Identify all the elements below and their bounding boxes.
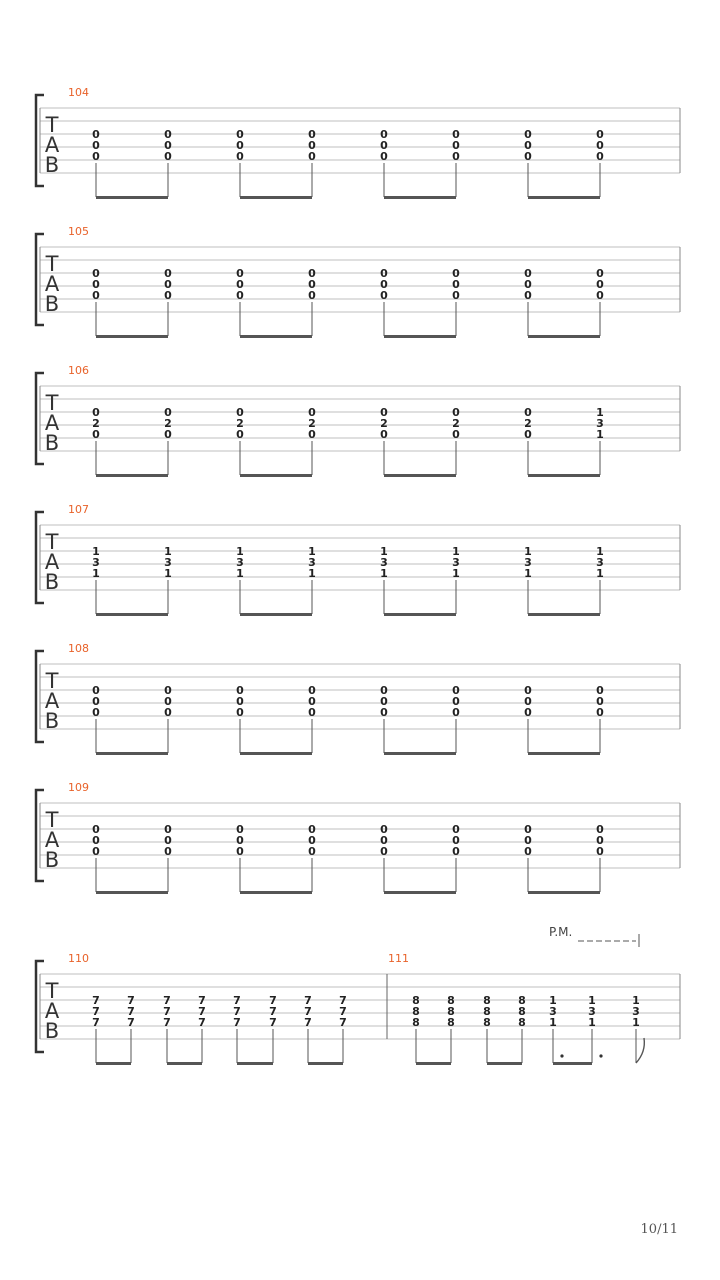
fret-number: 0 [380, 406, 388, 419]
fret-number: 0 [452, 267, 460, 280]
fret-number: 0 [308, 267, 316, 280]
fret-number: 2 [308, 417, 316, 430]
fret-number: 3 [380, 556, 388, 569]
beam [528, 613, 600, 616]
fret-number: 8 [483, 1016, 491, 1029]
fret-number: 7 [339, 1016, 347, 1029]
fret-number: 0 [308, 834, 316, 847]
fret-number: 0 [524, 128, 532, 141]
fret-number: 1 [164, 545, 172, 558]
tab-clef-letter: A [44, 828, 60, 852]
fret-number: 7 [339, 994, 347, 1007]
fret-number: 7 [269, 1005, 277, 1018]
fret-number: 7 [127, 1005, 135, 1018]
fret-number: 8 [483, 994, 491, 1007]
fret-number: 1 [632, 994, 640, 1007]
fret-number: 0 [308, 684, 316, 697]
fret-number: 0 [236, 428, 244, 441]
fret-number: 0 [452, 128, 460, 141]
fret-number: 1 [380, 545, 388, 558]
beam [240, 474, 312, 477]
fret-number: 0 [380, 706, 388, 719]
fret-number: 8 [412, 1005, 420, 1018]
fret-number: 0 [308, 406, 316, 419]
fret-number: 0 [452, 278, 460, 291]
fret-number: 1 [632, 1016, 640, 1029]
tab-clef-letter: B [44, 848, 60, 872]
fret-number: 0 [380, 823, 388, 836]
fret-number: 3 [632, 1005, 640, 1018]
fret-number: 7 [233, 994, 241, 1007]
fret-number: 0 [236, 406, 244, 419]
beam [384, 196, 456, 199]
fret-number: 0 [164, 695, 172, 708]
fret-number: 7 [304, 1005, 312, 1018]
measure-number: 111 [388, 952, 409, 965]
fret-number: 0 [164, 706, 172, 719]
beam [96, 1062, 131, 1065]
beam [528, 752, 600, 755]
fret-number: 8 [483, 1005, 491, 1018]
fret-number: 0 [596, 150, 604, 163]
fret-number: 0 [596, 289, 604, 302]
fret-number: 3 [308, 556, 316, 569]
beam [96, 752, 168, 755]
fret-number: 0 [236, 834, 244, 847]
beam [528, 891, 600, 894]
fret-number: 1 [524, 545, 532, 558]
dot [599, 1054, 602, 1057]
fret-number: 0 [524, 823, 532, 836]
fret-number: 0 [164, 823, 172, 836]
fret-number: 0 [236, 267, 244, 280]
fret-number: 0 [452, 289, 460, 302]
fret-number: 0 [236, 684, 244, 697]
fret-number: 3 [596, 556, 604, 569]
fret-number: 0 [92, 278, 100, 291]
tab-system [36, 225, 680, 338]
tab-system [36, 642, 680, 755]
fret-number: 0 [380, 834, 388, 847]
fret-number: 1 [164, 567, 172, 580]
tab-clef-letter: B [44, 153, 60, 177]
fret-number: 0 [524, 267, 532, 280]
fret-number: 0 [596, 834, 604, 847]
tab-clef-letter: A [44, 550, 60, 574]
fret-number: 0 [308, 150, 316, 163]
palm-mute-label: P.M. [549, 925, 573, 939]
fret-number: 0 [308, 695, 316, 708]
fret-number: 0 [524, 428, 532, 441]
tab-clef-letter: B [44, 570, 60, 594]
fret-number: 8 [518, 994, 526, 1007]
fret-number: 7 [92, 1016, 100, 1029]
fret-number: 0 [308, 278, 316, 291]
tab-clef-letter: T [45, 808, 59, 832]
fret-number: 0 [524, 150, 532, 163]
beam [240, 891, 312, 894]
fret-number: 0 [236, 278, 244, 291]
beam [96, 335, 168, 338]
fret-number: 0 [452, 695, 460, 708]
fret-number: 0 [596, 684, 604, 697]
beam [528, 335, 600, 338]
tab-clef-letter: T [45, 252, 59, 276]
fret-number: 0 [308, 845, 316, 858]
fret-number: 3 [524, 556, 532, 569]
beam [96, 891, 168, 894]
fret-number: 8 [518, 1016, 526, 1029]
measure-number: 106 [68, 364, 89, 377]
fret-number: 3 [236, 556, 244, 569]
fret-number: 0 [524, 289, 532, 302]
fret-number: 1 [92, 567, 100, 580]
fret-number: 0 [596, 695, 604, 708]
fret-number: 7 [233, 1016, 241, 1029]
fret-number: 0 [164, 428, 172, 441]
beam [240, 196, 312, 199]
fret-number: 0 [236, 150, 244, 163]
fret-number: 0 [92, 695, 100, 708]
tab-system [36, 925, 680, 1065]
fret-number: 2 [380, 417, 388, 430]
tab-clef-letter: A [44, 272, 60, 296]
tab-system [36, 503, 680, 616]
fret-number: 7 [304, 1016, 312, 1029]
tab-clef-letter: T [45, 669, 59, 693]
fret-number: 0 [452, 845, 460, 858]
fret-number: 1 [588, 1016, 596, 1029]
fret-number: 0 [596, 267, 604, 280]
fret-number: 0 [92, 834, 100, 847]
beam [384, 335, 456, 338]
beam [96, 474, 168, 477]
fret-number: 0 [164, 834, 172, 847]
fret-number: 7 [127, 1016, 135, 1029]
fret-number: 8 [447, 1005, 455, 1018]
measure-number: 108 [68, 642, 89, 655]
fret-number: 0 [452, 150, 460, 163]
beam [384, 474, 456, 477]
fret-number: 0 [596, 128, 604, 141]
fret-number: 8 [447, 994, 455, 1007]
fret-number: 0 [164, 267, 172, 280]
fret-number: 7 [127, 994, 135, 1007]
fret-number: 0 [380, 845, 388, 858]
fret-number: 0 [92, 289, 100, 302]
fret-number: 3 [588, 1005, 596, 1018]
fret-number: 1 [596, 545, 604, 558]
fret-number: 7 [269, 994, 277, 1007]
fret-number: 0 [524, 695, 532, 708]
fret-number: 7 [163, 994, 171, 1007]
beam [96, 613, 168, 616]
fret-number: 0 [452, 706, 460, 719]
fret-number: 0 [236, 695, 244, 708]
fret-number: 0 [308, 706, 316, 719]
fret-number: 1 [549, 1016, 557, 1029]
fret-number: 7 [198, 1016, 206, 1029]
fret-number: 1 [452, 545, 460, 558]
fret-number: 3 [452, 556, 460, 569]
fret-number: 0 [524, 139, 532, 152]
beam [416, 1062, 451, 1065]
fret-number: 0 [92, 150, 100, 163]
beam [240, 613, 312, 616]
fret-number: 8 [447, 1016, 455, 1029]
beam [308, 1062, 343, 1065]
fret-number: 0 [596, 845, 604, 858]
fret-number: 2 [164, 417, 172, 430]
measure-number: 104 [68, 86, 89, 99]
fret-number: 1 [236, 545, 244, 558]
fret-number: 1 [308, 567, 316, 580]
beam [384, 613, 456, 616]
fret-number: 1 [588, 994, 596, 1007]
tab-clef-letter: A [44, 999, 60, 1023]
fret-number: 0 [380, 128, 388, 141]
tab-clef-letter: T [45, 113, 59, 137]
fret-number: 0 [380, 267, 388, 280]
beam [240, 752, 312, 755]
fret-number: 0 [92, 406, 100, 419]
fret-number: 0 [164, 684, 172, 697]
fret-number: 0 [596, 706, 604, 719]
fret-number: 7 [163, 1005, 171, 1018]
fret-number: 3 [164, 556, 172, 569]
fret-number: 0 [164, 289, 172, 302]
tab-clef-letter: B [44, 431, 60, 455]
measure-number: 109 [68, 781, 89, 794]
beam [528, 196, 600, 199]
fret-number: 0 [380, 428, 388, 441]
tab-system [36, 781, 680, 894]
measure-number: 110 [68, 952, 89, 965]
fret-number: 0 [92, 128, 100, 141]
measure-number: 105 [68, 225, 89, 238]
fret-number: 0 [380, 150, 388, 163]
fret-number: 0 [236, 289, 244, 302]
beam [237, 1062, 273, 1065]
fret-number: 0 [164, 406, 172, 419]
fret-number: 1 [596, 406, 604, 419]
tab-clef-letter: B [44, 709, 60, 733]
fret-number: 0 [380, 278, 388, 291]
beam [167, 1062, 202, 1065]
fret-number: 0 [92, 428, 100, 441]
beam [553, 1062, 592, 1065]
tab-clef-letter: T [45, 391, 59, 415]
beam [528, 474, 600, 477]
fret-number: 0 [164, 150, 172, 163]
fret-number: 0 [380, 139, 388, 152]
fret-number: 0 [524, 845, 532, 858]
fret-number: 2 [524, 417, 532, 430]
measure-number: 107 [68, 503, 89, 516]
fret-number: 1 [308, 545, 316, 558]
fret-number: 0 [596, 278, 604, 291]
fret-number: 1 [92, 545, 100, 558]
fret-number: 0 [92, 706, 100, 719]
fret-number: 0 [452, 834, 460, 847]
fret-number: 8 [412, 994, 420, 1007]
beam [96, 196, 168, 199]
fret-number: 7 [198, 1005, 206, 1018]
fret-number: 0 [164, 128, 172, 141]
fret-number: 2 [236, 417, 244, 430]
fret-number: 3 [596, 417, 604, 430]
note-flag [636, 1038, 644, 1063]
fret-number: 0 [164, 139, 172, 152]
fret-number: 0 [236, 706, 244, 719]
fret-number: 0 [92, 267, 100, 280]
tab-system [36, 86, 680, 199]
tab-clef-letter: T [45, 530, 59, 554]
beam [240, 335, 312, 338]
fret-number: 7 [269, 1016, 277, 1029]
fret-number: 1 [596, 567, 604, 580]
fret-number: 8 [518, 1005, 526, 1018]
fret-number: 0 [380, 695, 388, 708]
fret-number: 0 [524, 684, 532, 697]
fret-number: 0 [524, 706, 532, 719]
fret-number: 0 [524, 834, 532, 847]
dot [560, 1054, 563, 1057]
fret-number: 0 [164, 845, 172, 858]
fret-number: 0 [164, 278, 172, 291]
fret-number: 7 [163, 1016, 171, 1029]
fret-number: 0 [596, 139, 604, 152]
fret-number: 7 [339, 1005, 347, 1018]
fret-number: 0 [452, 823, 460, 836]
tab-clef-letter: A [44, 133, 60, 157]
fret-number: 0 [452, 428, 460, 441]
fret-number: 7 [198, 994, 206, 1007]
fret-number: 0 [92, 823, 100, 836]
fret-number: 7 [304, 994, 312, 1007]
fret-number: 1 [380, 567, 388, 580]
fret-number: 1 [549, 994, 557, 1007]
fret-number: 2 [452, 417, 460, 430]
fret-number: 1 [236, 567, 244, 580]
tab-clef-letter: B [44, 1019, 60, 1043]
fret-number: 0 [308, 823, 316, 836]
fret-number: 0 [308, 128, 316, 141]
fret-number: 0 [92, 845, 100, 858]
fret-number: 0 [524, 278, 532, 291]
fret-number: 7 [233, 1005, 241, 1018]
fret-number: 0 [92, 684, 100, 697]
fret-number: 1 [596, 428, 604, 441]
fret-number: 0 [236, 128, 244, 141]
fret-number: 2 [92, 417, 100, 430]
beam [487, 1062, 522, 1065]
page-number: 10/11 [640, 1222, 678, 1237]
fret-number: 0 [452, 139, 460, 152]
fret-number: 0 [92, 139, 100, 152]
tab-clef-letter: A [44, 689, 60, 713]
fret-number: 0 [236, 845, 244, 858]
fret-number: 0 [524, 406, 532, 419]
fret-number: 7 [92, 994, 100, 1007]
tab-clef-letter: T [45, 979, 59, 1003]
tab-clef-letter: B [44, 292, 60, 316]
fret-number: 0 [380, 684, 388, 697]
fret-number: 3 [92, 556, 100, 569]
beam [384, 752, 456, 755]
fret-number: 1 [452, 567, 460, 580]
fret-number: 0 [236, 139, 244, 152]
fret-number: 1 [524, 567, 532, 580]
beam [384, 891, 456, 894]
fret-number: 0 [308, 289, 316, 302]
fret-number: 0 [380, 289, 388, 302]
fret-number: 7 [92, 1005, 100, 1018]
fret-number: 0 [308, 428, 316, 441]
tab-clef-letter: A [44, 411, 60, 435]
fret-number: 0 [236, 823, 244, 836]
fret-number: 0 [596, 823, 604, 836]
fret-number: 8 [412, 1016, 420, 1029]
fret-number: 0 [452, 406, 460, 419]
tab-system [36, 364, 680, 477]
fret-number: 0 [308, 139, 316, 152]
fret-number: 3 [549, 1005, 557, 1018]
fret-number: 0 [452, 684, 460, 697]
